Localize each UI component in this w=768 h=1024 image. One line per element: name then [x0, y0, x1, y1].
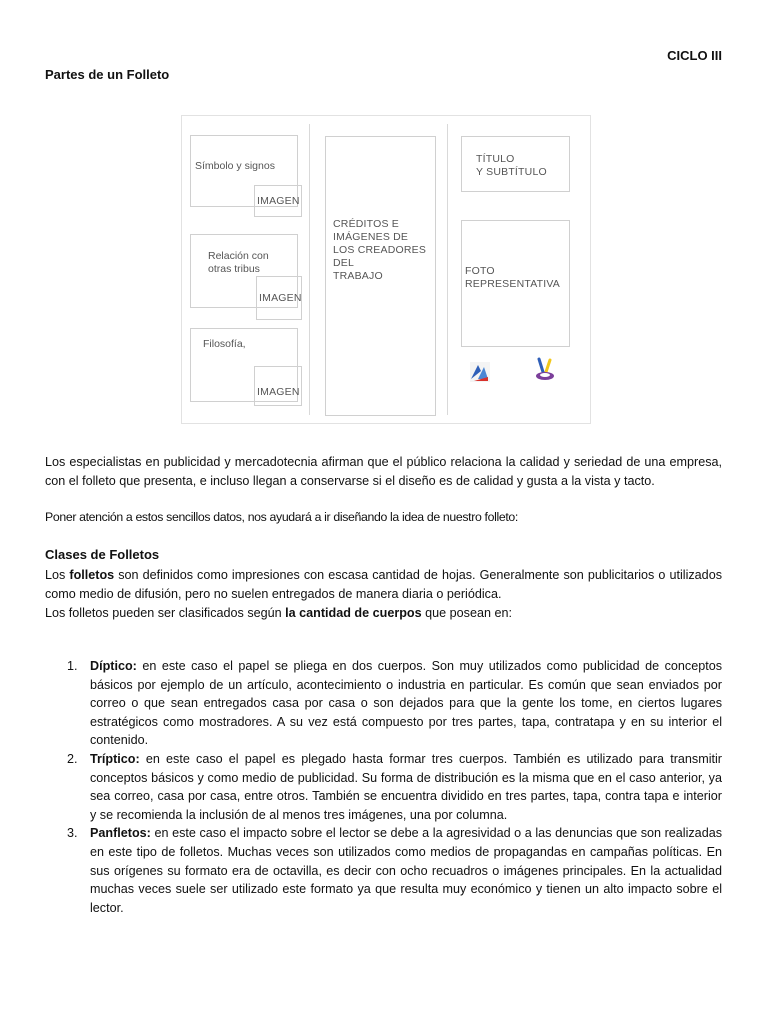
symbol-label: Símbolo y signos [195, 160, 275, 172]
credits-label: CRÉDITOS E IMÁGENES DE LOS CREADORES DEL TRABAJO [333, 218, 427, 282]
list-item-term: Panfletos: [90, 826, 151, 841]
photo-label: FOTO REPRESENTATIVA [465, 265, 560, 290]
panel-divider-1 [309, 124, 310, 415]
list-item-term: Tríptico: [90, 751, 140, 766]
image-label-2: IMAGEN [259, 292, 302, 304]
philosophy-label: Filosofía, [203, 338, 246, 350]
institution-logo-1 [466, 359, 494, 387]
panel-divider-2 [447, 124, 448, 415]
classes-definition-end: son definidos como impresiones con escasa cantidad de hojas. Generalmente son publicitarios o utilizados como medio de difusión, pero no suelen entregados de manera diaria o periódica. [45, 568, 722, 601]
image-label-1: IMAGEN [257, 195, 300, 207]
list-item-term: Díptico: [90, 659, 137, 673]
classes-criteria-start: Los folletos pueden ser clasificados según [45, 606, 286, 620]
classes-criteria-end: que posean en: [421, 606, 512, 620]
cycle-label: CICLO III [667, 48, 722, 63]
institution-logo-2 [530, 356, 560, 386]
classes-definition [45, 566, 722, 603]
brochure-diagram [181, 115, 591, 424]
list-item [45, 657, 722, 750]
relation-label: Relación con otras tribus [208, 250, 269, 275]
title-subtitle-label: TÍTULO Y SUBTÍTULO [476, 153, 547, 178]
image-label-3: IMAGEN [257, 386, 300, 398]
design-note: Poner atención a estos sencillos datos, nos ayudará a ir diseñando la idea de nuestro folleto: [45, 510, 518, 524]
classes-criteria-term: la cantidad de cuerpos [285, 606, 422, 620]
intro-paragraph: Los especialistas en publicidad y mercadotecnia afirman que el público relaciona la calidad y seriedad de una empresa, con el folleto que presenta, e incluso llegan a conservarse si el diseño es de calidad y gusta a la vista y tacto. [45, 455, 722, 488]
classes-criteria [45, 604, 722, 623]
classes-definition-start: Los [45, 568, 70, 582]
brochure-types-list [45, 657, 722, 917]
list-item [45, 750, 722, 824]
page-title: Partes de un Folleto [45, 67, 170, 82]
list-item-number: 2. [67, 751, 78, 766]
list-item-number: 3. [67, 826, 78, 841]
list-item [45, 824, 722, 917]
list-item-number: 1. [67, 659, 78, 673]
list-item-text: en este caso el papel es plegado hasta formar tres cuerpos. También es utilizado para transmitir conceptos básicos y como medio de publicidad. Su forma de distribución es la misma que en el caso anterior, ya sea correo, casa por casa, entre otros. También se encuentra dividido en tres partes, tapa, contra tapa e interior y se recomienda la inclusión de al menos tres imágenes, una por columna. [90, 751, 722, 822]
list-item-text: en este caso el papel se pliega en dos cuerpos. Son muy utilizados como publicidad de conceptos básicos por ejemplo de un artículo, acontecimiento o industria en particular. Es común que sean enviados por correo o que sean entregados casa por casa o son dejados para que la gente los tome, en ciertos lugares estratégicos como mostradores. A su vez está compuesto por tres partes, tapa, contratapa y en su interior el contenido. [90, 659, 722, 748]
section-title-classes: Clases de Folletos [45, 547, 160, 562]
list-item-text: en este caso el impacto sobre el lector se debe a la agresividad o a las denuncias que son realizadas en este tipo de folletos. Muchas veces son utilizados como medios de propagandas en campañas políticas. En sus orígenes su formato era de octavilla, es decir con ocho recuadros o imágenes principales. En la actualidad muchas veces suele ser utilizado este formato ya que resulta muy económico y tienen un alto impacto sobre el lector. [90, 826, 722, 915]
classes-definition-term: folletos [69, 568, 115, 582]
